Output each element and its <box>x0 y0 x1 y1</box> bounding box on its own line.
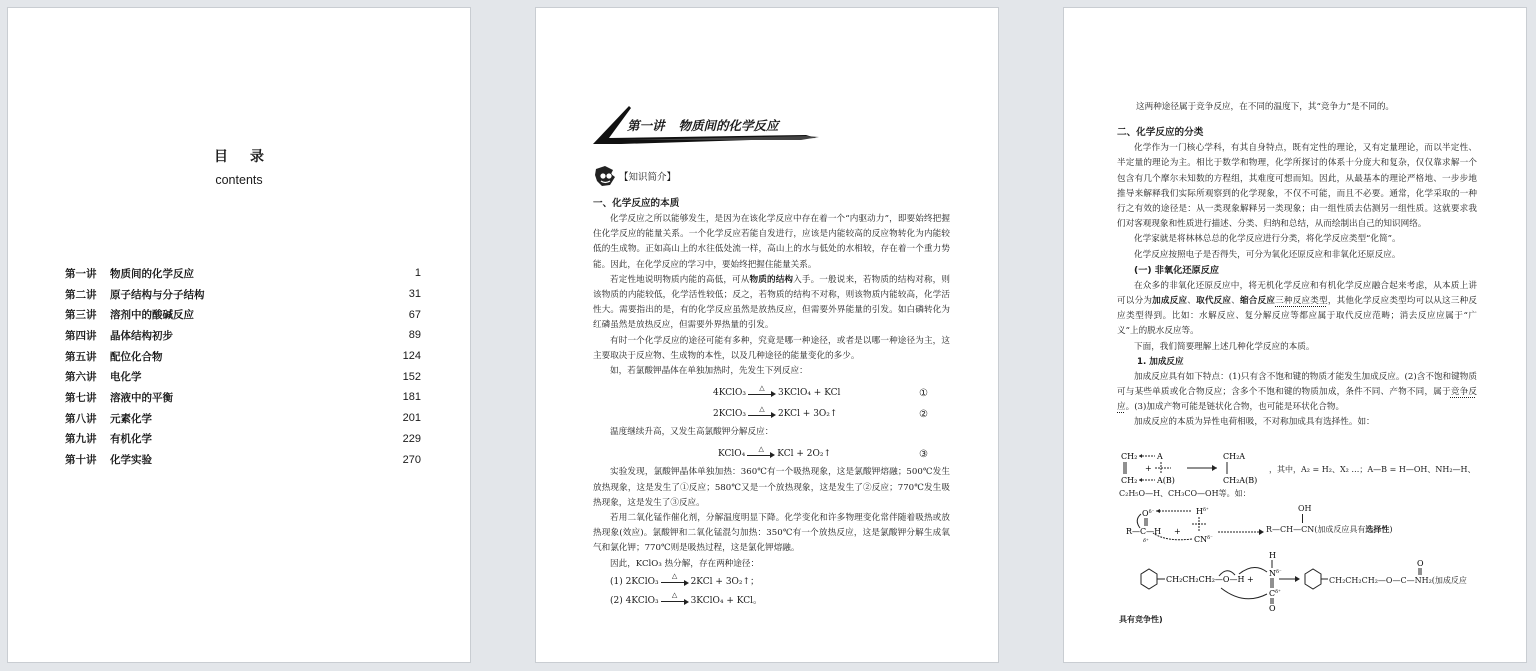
heat-condition: △ <box>671 572 678 581</box>
chapter-body <box>593 196 950 610</box>
chapter-number: 第一讲 <box>627 118 665 133</box>
toc-entry-page: 229 <box>402 432 421 445</box>
toc-entry[interactable] <box>65 449 421 470</box>
toc-entry[interactable] <box>65 346 421 367</box>
bold-term: 取代反应 <box>1196 296 1232 307</box>
svg-text:O: O <box>1269 604 1276 612</box>
equation-tag: ① <box>919 388 928 400</box>
scheme-note: ，其中，A₂ = H₂、X₂ …；A—B = H—OH、NH₂—H、 <box>1269 465 1476 474</box>
paragraph: 化学反应之所以能够发生，是因为在该化学反应中存在着一个“内驱动力”，即要始终把握住化学反应的能量关系。一个化学反应若能自发进行，应该是内能较高的反应物转化为内能较低的生成物。正如高山上的水往低处流一样，高山上的水与低处的水相较，存在着一个重力势能。因此，在化学反应的学习中，要始终把握住能量关系。 <box>593 214 950 270</box>
cartoon-reader-icon <box>593 165 617 187</box>
toc-entry-number: 第一讲 <box>65 267 97 280</box>
toc-entry-title: 有机化学 <box>110 433 152 446</box>
text-run: ，其他化学反应类型均可以从这三种反应类型得到。比如：水解反应、复分解反应等都应属于取代反应范畴；消去反应应属于“广义”上的脱水反应等。 <box>1117 296 1477 337</box>
chapter-title: 物质间的化学反应 <box>678 118 779 133</box>
svg-text:CH₂: CH₂ <box>1121 476 1138 485</box>
toc-entry-title: 化学实验 <box>110 454 152 467</box>
toc-entry-title: 溶剂中的酸碱反应 <box>110 309 194 322</box>
text-run: ) <box>1389 525 1393 534</box>
toc-entry[interactable] <box>65 429 421 450</box>
scheme-caption <box>1119 614 1163 625</box>
bold-term: 加成反应 <box>1152 296 1188 307</box>
svg-text:H: H <box>1269 551 1276 560</box>
addition-scheme-hcn <box>1126 502 1496 548</box>
toc-entry[interactable] <box>65 304 421 325</box>
svg-text:+: + <box>1174 527 1181 536</box>
toc-entry-title: 元素化学 <box>110 412 152 425</box>
bond-line <box>1302 514 1303 523</box>
item-heading: 1. 加成反应 <box>1137 356 1184 367</box>
page-toc <box>7 7 471 663</box>
svg-text:CH₂A: CH₂A <box>1223 452 1246 461</box>
addition-scheme-carbamate <box>1119 548 1489 628</box>
toc-entry[interactable] <box>65 284 421 305</box>
reaction-arrow-icon <box>661 591 689 605</box>
svg-text:CNδ⁻: $CN^{\delta^-}$ <box>1194 535 1213 544</box>
pathway-2 <box>593 591 950 610</box>
section-heading: 二、化学反应的分类 <box>1117 127 1204 139</box>
svg-text:A: A <box>1157 452 1163 461</box>
text-run: ) <box>1159 615 1163 624</box>
svg-text:A(B): A(B) <box>1157 476 1175 485</box>
heat-condition: △ <box>759 383 765 392</box>
equation-2 <box>593 404 950 425</box>
toc-entry[interactable] <box>65 408 421 429</box>
eq-product: 3KClO₄ + KCl <box>777 388 841 399</box>
svg-text:CH₂CH₂CH₂—O—H +: CH₂CH₂CH₂—O—H + <box>1166 575 1254 584</box>
bold-term: 物质的结构 <box>749 274 794 285</box>
toc-subtitle: contents <box>215 173 263 187</box>
toc-entry[interactable] <box>65 325 421 346</box>
addition-scheme-general <box>1119 450 1489 500</box>
text-run: 加成反应具有如下特点：(1)只有含不饱和键的物质才能发生加成反应。(2)含不饱和键物质可与某些单质或化合物反应；含多个不饱和键的物质加成，条件不同、产物不同，属于 <box>1117 371 1477 398</box>
reaction-arrow-icon <box>748 383 776 398</box>
paragraph <box>593 273 950 334</box>
eq-product: 2KCl + 3O₂↑ <box>777 409 838 420</box>
knowledge-intro-tag <box>593 165 676 187</box>
eq-product: KCl + 2O₂↑ <box>777 449 831 460</box>
svg-text:CH₂: CH₂ <box>1121 452 1138 461</box>
eq-reactant: KClO₄ <box>718 449 746 460</box>
bold-term: 选择性 <box>1365 525 1390 534</box>
addition-mechanism-diagram <box>1119 450 1269 486</box>
toc-entry-number: 第八讲 <box>65 412 97 425</box>
svg-text:R—C—H: R—C—H <box>1126 527 1162 536</box>
knowledge-intro-label: 【知识简介】 <box>619 172 677 183</box>
toc-entry-title: 物质间的化学反应 <box>110 267 194 280</box>
paragraph: 下面，我们简要理解上述几种化学反应的本质。 <box>1134 341 1315 352</box>
text-run: 具有 <box>1119 615 1135 624</box>
svg-text:δ⁺: δ⁺ <box>1143 538 1149 544</box>
toc-entry-page: 201 <box>402 412 421 425</box>
paragraph: 化学作为一门核心学科，有其自身特点，既有定性的理论，又有定量理论，而以半定性、半定量的理论为主。相比于数学和物理，化学所探讨的体系十分庞大和复杂，仅仅靠求解一个包含有几个摩尔未知数的方程组，其难度可想而知。因此，从最基本的理论严格地、一步步地推导来解释我们实际所观察到的化学现象，不仅不可能，而且不必要。通常，化学采取的一种行之有效的途径是：从一类现象解释另一类现象；由一组性质去估测另一组性质。这就要求我们对客观现象和性质进行描述、分类、归纳和总结，从而绘制出自己的知识网络。 <box>1117 143 1477 230</box>
eq-product: 3KClO₄ + KCl。 <box>690 595 763 606</box>
hydroxyl-group-label: OH <box>1298 504 1312 513</box>
text-run: 入手。一般说来，若物质的结构对称，则该物质的内能较低，化学活性较低；反之，若物质的结构不对称，则该物质内能较高，化学活性大。需要指出的是，有的化学反应虽然是放热反应，但需要外界能量的引发。如白磷转化为红磷虽然是放热反应，但需要外界热量的引发。 <box>593 274 950 331</box>
toc-entry-number: 第五讲 <box>65 350 97 363</box>
paragraph: 有时一个化学反应的途径可能有多种，究竟是哪一种途径，或者是以哪一种途径为主，这主要取决于反应物、生成物的本性，以及几种途径的能量变化的多少。 <box>593 335 950 361</box>
scheme-product: CH₂CH₂CH₂—O—C—NH₂(加成反应 <box>1329 576 1467 585</box>
toc-entry-title: 溶液中的平衡 <box>110 391 173 404</box>
svg-text:O: O <box>1417 559 1424 568</box>
paragraph: 若用二氧化锰作催化剂，分解温度明显下降。化学变化和许多物理变化常伴随着吸热或放热现象(效应)。氯酸钾和二氧化锰混匀加热：350℃有一个放热反应，这是氯酸钾分解生成氧气和氯化钾；770℃则是吸热过程，这是氯化钾熔融。 <box>593 513 950 554</box>
toc-entry-number: 第四讲 <box>65 329 97 342</box>
page-chapter-1 <box>535 7 999 663</box>
pathway-1 <box>593 572 950 591</box>
paragraph <box>1117 370 1477 416</box>
toc-entry-number: 第二讲 <box>65 288 97 301</box>
subsection-heading: (一) 非氧化还原反应 <box>1134 264 1220 276</box>
eq-reactant: (1) 2KClO₃ <box>610 576 659 587</box>
equation-tag: ② <box>919 409 928 421</box>
reaction-arrow-icon <box>748 404 776 419</box>
bold-term: 竞争性 <box>1135 615 1159 624</box>
toc-entry-page: 124 <box>402 350 421 363</box>
chapter-banner <box>591 100 821 146</box>
heat-condition: △ <box>759 404 765 413</box>
equation-tag: ③ <box>919 449 928 461</box>
toc-entry-title: 配位化合物 <box>110 350 163 363</box>
toc-entry-page: 31 <box>408 288 421 301</box>
emphasis-dotted: 竞争反应 <box>1117 387 1477 413</box>
reaction-arrow-icon <box>661 572 689 586</box>
toc-entry-number: 第九讲 <box>65 433 97 446</box>
paragraph: 实验发现，氯酸钾晶体单独加热：360℃有一个吸热现象，这是氯酸钾熔融；500℃发生放热现象，这是发生了①反应；580℃又是一个放热现象，这是发生了②反应；770℃发生吸热现象，这是发生了③反应。 <box>593 467 950 508</box>
toc-entry-page: 89 <box>408 329 421 342</box>
chapter-heading <box>627 116 779 134</box>
chapter-body <box>1117 100 1477 431</box>
emphasis-dotted: 三种反应类型 <box>1275 296 1328 307</box>
text-run: 若定性地说明物质内能的高低，可从 <box>610 274 750 285</box>
section-heading: 一、化学反应的本质 <box>593 198 680 209</box>
scheme-note: C₂H₅O—H、CH₃CO—OH等。如： <box>1119 489 1251 498</box>
toc-entry-title: 晶体结构初步 <box>110 329 173 342</box>
paragraph: 如，若氯酸钾晶体在单独加热时，先发生下列反应： <box>610 366 808 377</box>
toc-entry-title: 电化学 <box>110 371 142 384</box>
toc-entry-page: 1 <box>414 267 421 280</box>
page-chapter-1-continued <box>1063 7 1527 663</box>
toc-entry[interactable] <box>65 366 421 387</box>
toc-entry-number: 第七讲 <box>65 391 97 404</box>
toc-entry[interactable] <box>65 263 421 284</box>
toc-list <box>65 263 421 470</box>
paragraph: 化学反应按照电子是否得失，可分为氧化还原反应和非氧化还原反应。 <box>1134 249 1401 260</box>
toc-title: 目录 <box>214 149 286 165</box>
heat-condition: △ <box>758 444 764 453</box>
text-run: 。(3)加成产物可能是链状化合物，也可能是环状化合物。 <box>1125 402 1345 413</box>
eq-reactant: (2) 4KClO₃ <box>610 595 659 606</box>
toc-entry-title: 原子结构与分子结构 <box>110 288 205 301</box>
svg-text:+: + <box>1145 464 1152 473</box>
svg-text:Oδ⁻: $O^{\delta^-}$ <box>1142 509 1155 518</box>
equation-3 <box>593 444 950 465</box>
svg-text:Hδ⁺: $H^{\delta^+}$ <box>1196 507 1209 516</box>
toc-entry-number: 第三讲 <box>65 309 97 322</box>
paragraph: 加成反应的本质为异性电荷相吸，不对称加成具有选择性。如： <box>1134 417 1375 428</box>
toc-entry-number: 第六讲 <box>65 371 97 384</box>
toc-entry-page: 270 <box>402 453 421 466</box>
reaction-arrow-icon <box>747 444 775 459</box>
svg-text:CH₂A(B): CH₂A(B) <box>1223 476 1258 485</box>
paragraph: 温度继续升高，又发生高氯酸钾分解反应： <box>610 427 774 438</box>
paragraph: 这两种途径属于竞争反应，在不同的温度下，其“竞争力”是不同的。 <box>1136 102 1395 112</box>
eq-reactant: 4KClO₃ <box>713 388 746 399</box>
toc-entry-page: 152 <box>402 370 421 383</box>
heat-condition: △ <box>671 591 678 600</box>
toc-entry-page: 181 <box>402 391 421 404</box>
paragraph: 化学家就是将林林总总的化学反应进行分类，将化学反应类型“化简”。 <box>1134 234 1401 245</box>
carbonyl-hcn-mechanism-diagram <box>1126 502 1266 548</box>
toc-entry-page: 67 <box>408 308 421 321</box>
svg-text:Nδ⁻: $N^{\delta^-}$ <box>1269 569 1282 578</box>
text-run: 、 <box>1231 296 1241 307</box>
eq-reactant: 2KClO₃ <box>713 409 746 420</box>
text-run: R—CH—CN(加成反应具有 <box>1266 525 1366 534</box>
toc-entry-number: 第十讲 <box>65 454 97 467</box>
paragraph <box>1117 279 1477 340</box>
text-run: 在众多的非氧化还原反应中，将无机化学反应和有机化学反应融合起来考虑，从本质上讲可以分为 <box>1117 280 1477 307</box>
svg-text:Cδ⁺: $C^{\delta^+}$ <box>1269 589 1281 598</box>
toc-entry[interactable] <box>65 387 421 408</box>
paragraph: 因此，KClO₃ 热分解，存在两种途径： <box>610 558 760 569</box>
eq-product: 2KCl + 3O₂↑； <box>690 576 760 587</box>
bold-term: 缩合反应 <box>1240 296 1276 307</box>
scheme-product <box>1266 524 1393 535</box>
text-run: 、 <box>1187 296 1197 307</box>
